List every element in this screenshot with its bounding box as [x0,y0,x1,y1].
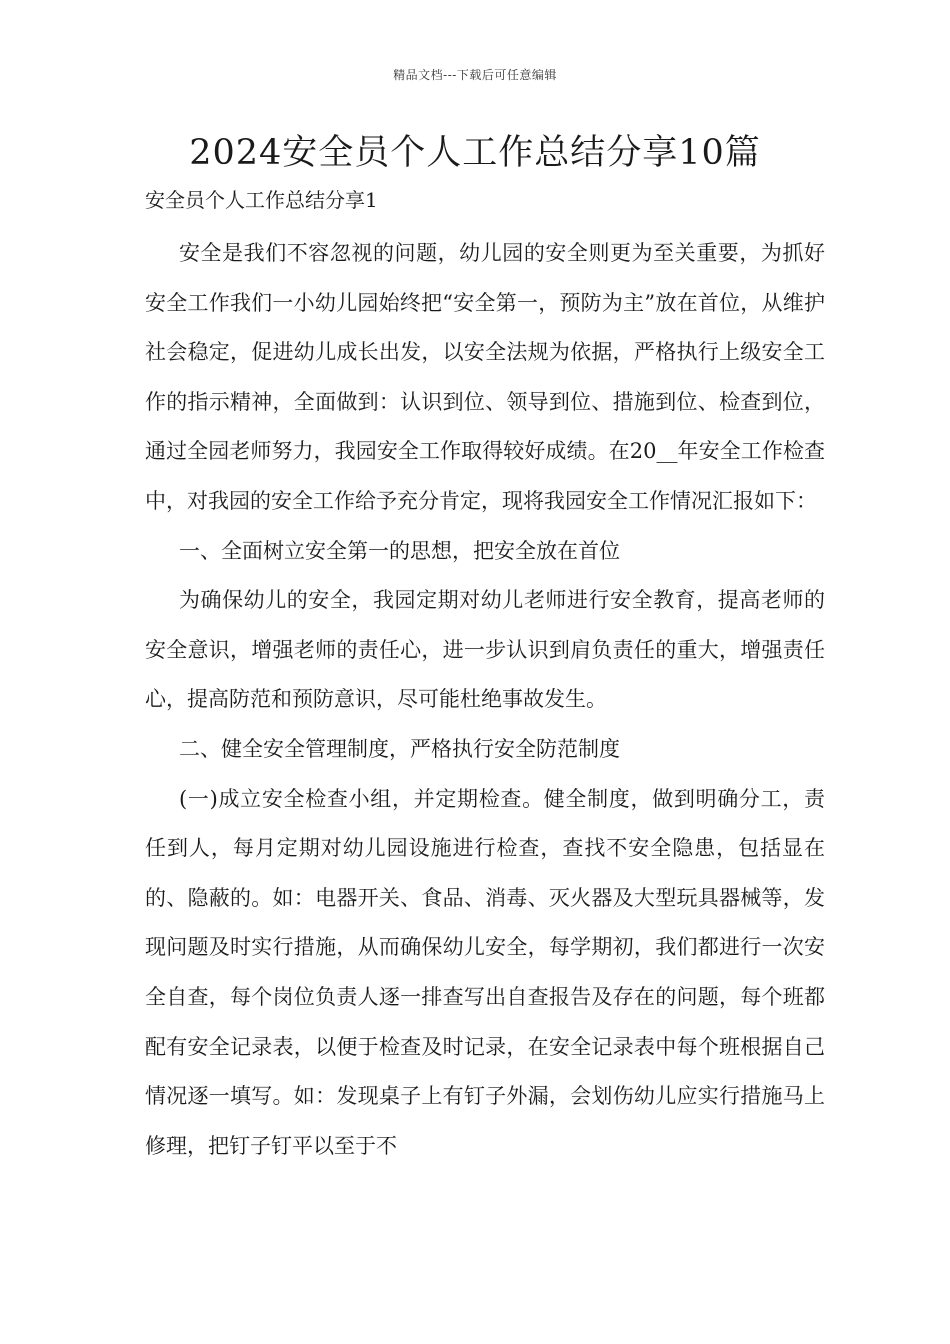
heading-section-2: 二、健全安全管理制度，严格执行安全防范制度 [179,736,620,761]
header-note: 精品文档---下载后可任意编辑 [393,68,557,82]
document-title: 2024安全员个人工作总结分享10篇 [189,133,761,173]
section-subtitle: 安全员个人工作总结分享1 [145,188,378,212]
document-body [145,229,825,1171]
paragraph-intro: 安全是我们不容忽视的问题，幼儿园的安全则更为至关重要，为抓好安全工作我们一小幼儿园始终把“安全第一，预防为主”放在首位，从维护社会稳定，促进幼儿成长出发，以安全法规为依据，严格执行上级安全工作的指示精神，全面做到：认识到位、领导到位、措施到位、检查到位，通过全园老师努力，我园安全工作取得较好成绩。在20__年安全工作检查中，对我园的安全工作给予充分肯定，现将我园安全工作情况汇报如下： [145,241,825,513]
paragraph-section-2-item-1: (一)成立安全检查小组，并定期检查。健全制度，做到明确分工，责任到人，每月定期对幼儿园设施进行检查，查找不安全隐患，包括显在的、隐蔽的。如：电器开关、食品、消毒、灭火器及大型玩具器械等，发现问题及时实行措施，从而确保幼儿安全，每学期初，我们都进行一次安全自查，每个岗位负责人逐一排查写出自查报告及存在的问题，每个班都配有安全记录表，以便于检查及时记录，在安全记录表中每个班根据自己情况逐一填写。如：发现桌子上有钉子外漏，会划伤幼儿应实行措施马上修理，把钉子钉平以至于不 [145,786,825,1158]
paragraph-section-1: 为确保幼儿的安全，我园定期对幼儿老师进行安全教育，提高老师的安全意识，增强老师的责任心，进一步认识到肩负责任的重大，增强责任心，提高防范和预防意识，尽可能杜绝事故发生。 [145,588,825,712]
heading-section-1: 一、全面树立安全第一的思想，把安全放在首位 [179,538,620,563]
